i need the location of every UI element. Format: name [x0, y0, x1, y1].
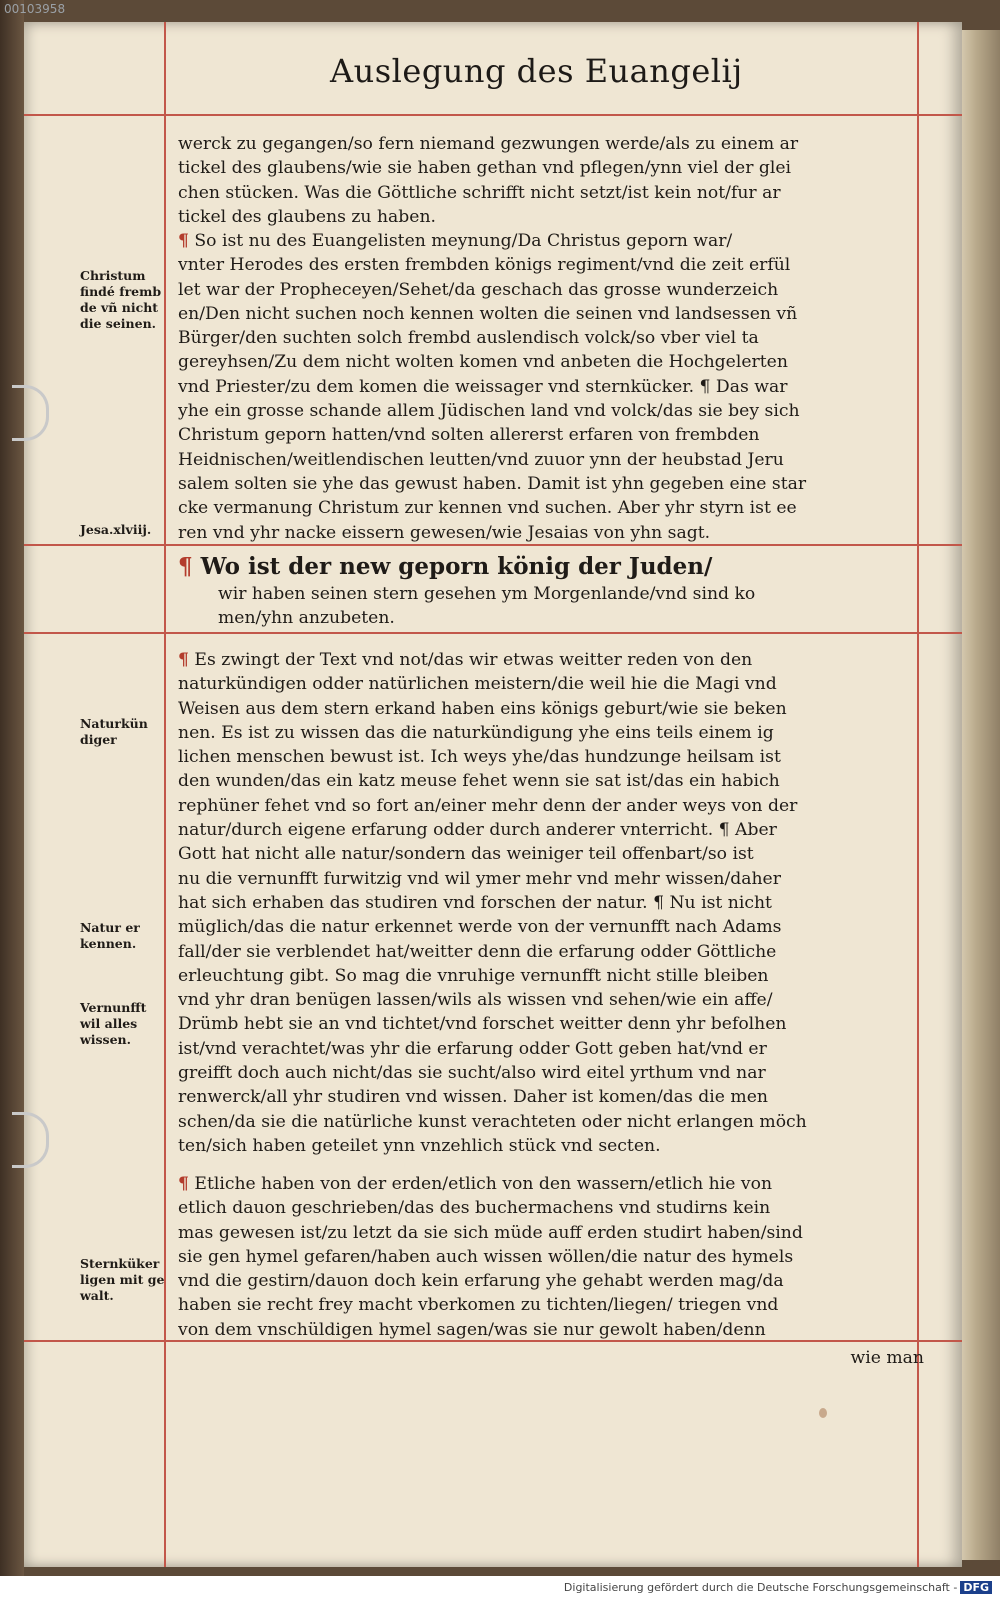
- text-line: müglich/das die natur erkennet werde von der vernunfft nach Adams: [178, 917, 782, 938]
- text-line: sie gen hymel gefaren/haben auch wissen wöllen/die natur des hymels: [178, 1246, 794, 1267]
- text-line: fall/der sie verblendet hat/weitter denn die erfarung odder Göttliche: [178, 941, 777, 962]
- text-line: ¶ Es zwingt der Text vnd not/das wir etwas weitter reden von den: [178, 650, 753, 670]
- text-line: von dem vnschüldigen hymel sagen/was sie nur gewolt haben/denn: [178, 1319, 766, 1340]
- text-line: Bürger/den suchten solch frembd auslendisch volck/so vber viel ta: [178, 328, 759, 349]
- text-line: vnd Priester/zu dem komen die weissager vnd sternkücker. ¶ Das war: [178, 376, 788, 397]
- text-line: gereyhsen/Zu dem nicht wolten komen vnd anbeten die Hochgelerten: [178, 352, 788, 373]
- catchword: wie man: [850, 1348, 924, 1368]
- paragraph-3: [178, 648, 922, 1158]
- text-line: yhe ein grosse schande allem Jüdischen land vnd volck/das sie bey sich: [178, 401, 800, 422]
- text-line: Drümb hebt sie an vnd tichtet/vnd forschet weitter denn yhr befolhen: [178, 1014, 787, 1035]
- text-line: vnd yhr dran benügen lassen/wils als wissen vnd sehen/wie ein affe/: [178, 990, 773, 1011]
- text-line: naturkündigen odder natürlichen meistern/die weil hie die Magi vnd: [178, 674, 777, 695]
- paper-stain: [819, 1408, 827, 1418]
- text-line: tickel des glaubens zu haben.: [178, 206, 436, 227]
- margin-note: Jesa.xlviij.: [80, 522, 152, 537]
- pilcrow: ¶: [178, 1174, 189, 1194]
- margin-rule-left: [164, 22, 166, 1567]
- text-line: chen stücken. Was die Göttliche schrifft nicht setzt/ist kein not/fur ar: [178, 182, 781, 203]
- header-rule: [24, 114, 962, 116]
- text-line: Heidnischen/weitlendischen leutten/vnd zuuor ynn der heubstad Jeru: [178, 449, 784, 470]
- funding-text: Digitalisierung gefördert durch die Deutsche Forschungsgemeinschaft -: [563, 1581, 958, 1594]
- lemma-heading: ¶ Wo ist der new geporn könig der Juden/: [178, 553, 713, 580]
- page-edges: [960, 30, 1000, 1560]
- paragraph-2: [178, 229, 922, 545]
- paragraph-1: [178, 132, 922, 229]
- text-line: cke vermanung Christum zur kennen vnd suchen. Aber yhr styrn ist ee: [178, 498, 797, 519]
- section-rule-bottom: [24, 632, 962, 634]
- text-line: werck zu gegangen/so fern niemand gezwungen werde/als zu einem ar: [178, 134, 799, 154]
- text-line: men/yhn anzubeten.: [218, 608, 395, 629]
- image-id: 00103958: [4, 2, 66, 16]
- margin-note: Natur er kennen.: [80, 920, 140, 951]
- text-line: etlich dauon geschrieben/das des buchermachens vnd studirns kein: [178, 1198, 771, 1219]
- text-line: hat sich erhaben das studiren vnd forschen der natur. ¶ Nu ist nicht: [178, 892, 772, 913]
- text-line: mas gewesen ist/zu letzt da sie sich müde auff erden studirt haben/sind: [178, 1222, 803, 1243]
- book-spine: [0, 0, 24, 1576]
- text-line: rephüner fehet vnd so fort an/einer mehr denn der ander weys von der: [178, 795, 798, 816]
- scripture-lemma: [178, 552, 922, 631]
- text-line: schen/da sie die natürliche kunst verachteten oder nicht erlangen möch: [178, 1111, 807, 1132]
- margin-note: Christum findé fremb de vñ nicht die seinen.: [80, 268, 162, 331]
- text-line: nen. Es ist zu wissen das die naturkündigung yhe eins teils einem ig: [178, 722, 774, 743]
- text-line: let war der Propheceyen/Sehet/da geschach das grosse wunderzeich: [178, 279, 779, 300]
- dfg-logo: DFG: [960, 1581, 992, 1594]
- text-line: ist/vnd verachtet/was yhr die erfarung odder Gott geben hat/vnd er: [178, 1038, 767, 1059]
- text-line: erleuchtung gibt. So mag die vnruhige vernunfft nicht stille bleiben: [178, 965, 769, 986]
- text-line: vnter Herodes des ersten frembden königs regiment/vnd die zeit erfül: [178, 255, 791, 276]
- text-line: ten/sich haben geteilet ynn vnzehlich stück vnd secten.: [178, 1135, 661, 1156]
- funding-footer: [564, 1581, 992, 1594]
- text-line: wir haben seinen stern gesehen ym Morgenlande/vnd sind ko: [218, 584, 756, 604]
- text-line: ren vnd yhr nacke eissern gewesen/wie Jesaias von yhn sagt.: [178, 522, 711, 543]
- margin-note: Vernunfft wil alles wissen.: [80, 1000, 147, 1047]
- text-line: natur/durch eigene erfarung odder durch anderer vnterricht. ¶ Aber: [178, 820, 777, 841]
- paragraph-4: [178, 1172, 922, 1342]
- text-line: salem solten sie yhe das gewust haben. Damit ist yhn gegeben eine star: [178, 473, 807, 494]
- text-line: renwerck/all yhr studiren vnd wissen. Daher ist komen/das die men: [178, 1087, 768, 1108]
- text-line: Gott hat nicht alle natur/sondern das weiniger teil offenbart/so ist: [178, 844, 754, 865]
- margin-note: Sternküker ligen mit ge walt.: [80, 1256, 165, 1303]
- text-line: greifft doch auch nicht/das sie sucht/also wird eitel yrthum vnd nar: [178, 1063, 766, 1084]
- text-line: nu die vernunfft furwitzig vnd wil ymer mehr vnd mehr wissen/daher: [178, 868, 781, 889]
- text-line: ¶ Etliche haben von der erden/etlich von den wassern/etlich hie von: [178, 1174, 773, 1194]
- pilcrow: ¶: [178, 231, 189, 251]
- text-line: den wunden/das ein katz meuse fehet wenn sie sat ist/das ein habich: [178, 771, 780, 792]
- text-line: en/Den nicht suchen noch kennen wolten die seinen vnd landsessen vñ: [178, 303, 798, 324]
- pilcrow: ¶: [178, 553, 193, 580]
- text-line: haben sie recht frey macht vberkomen zu tichten/liegen/ triegen vnd: [178, 1295, 779, 1316]
- text-line: vnd die gestirn/dauon doch kein erfarung yhe gehabt werden mag/da: [178, 1271, 784, 1292]
- pilcrow: ¶: [178, 650, 189, 670]
- text-line: Christum geporn hatten/vnd solten allererst erfaren von frembden: [178, 425, 760, 446]
- text-line: lichen menschen bewust ist. Ich weys yhe/das hundzunge heilsam ist: [178, 747, 781, 768]
- text-line: Weisen aus dem stern erkand haben eins königs geburt/wie sie beken: [178, 698, 787, 719]
- text-line: tickel des glaubens/wie sie haben gethan vnd pflegen/ynn viel der glei: [178, 158, 792, 179]
- margin-note: Naturkün diger: [80, 716, 148, 747]
- running-header: Auslegung des Euangelij: [330, 52, 743, 90]
- text-line: ¶ So ist nu des Euangelisten meynung/Da Christus geporn war/: [178, 231, 733, 251]
